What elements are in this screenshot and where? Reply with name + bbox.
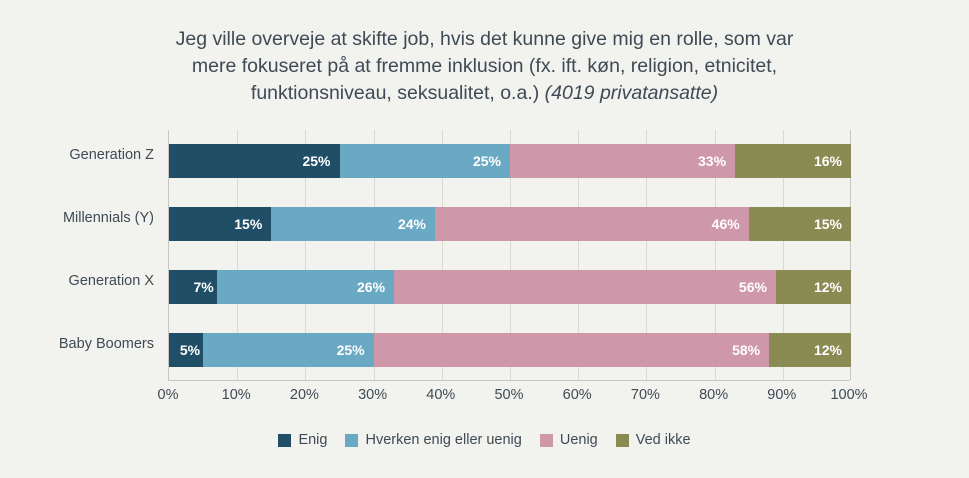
bar-segment-hverken[interactable]: [271, 207, 435, 241]
table-row: [169, 270, 851, 304]
bar-segment-uenig[interactable]: [435, 207, 749, 241]
bar-segment-hverken[interactable]: [340, 144, 511, 178]
legend-label-uenig: Uenig: [559, 432, 598, 448]
x-tick-40: 40%: [426, 387, 456, 403]
bar-segment-uenig[interactable]: [394, 270, 776, 304]
bars-area: [168, 130, 851, 380]
x-tick-10: 10%: [221, 387, 251, 403]
bar-segment-hverken[interactable]: [217, 270, 394, 304]
category-label-baby-boomers: Baby Boomers: [58, 336, 154, 352]
legend-swatch-icon: [345, 434, 358, 447]
x-tick-0: 0%: [157, 387, 179, 403]
table-row: [169, 333, 851, 367]
bar-label-hverken: 25%: [336, 342, 365, 358]
chart-legend: [0, 432, 969, 448]
bar-label-uenig: 58%: [732, 342, 761, 358]
table-row: [169, 207, 851, 241]
x-tick-80: 80%: [699, 387, 729, 403]
chart-title-line-3: [90, 80, 879, 107]
x-tick-70: 70%: [630, 387, 660, 403]
chart-title-line-3-text: funktionsniveau, seksualitet, o.a.): [250, 82, 545, 104]
category-label-generation-x: Generation X: [68, 273, 154, 289]
legend-item-ved-ikke[interactable]: [616, 432, 691, 448]
bar-label-ved-ikke: 15%: [813, 216, 842, 232]
bar-segment-enig[interactable]: [169, 333, 203, 367]
legend-label-ved-ikke: Ved ikke: [635, 432, 691, 448]
bar-label-enig: 5%: [179, 342, 201, 358]
legend-item-hverken-enig-eller-uenig[interactable]: [345, 432, 521, 448]
table-row: [169, 144, 851, 178]
legend-label-enig: Enig: [298, 432, 328, 448]
bar-segment-enig[interactable]: [169, 144, 340, 178]
bar-segment-ved-ikke[interactable]: [735, 144, 851, 178]
bar-label-uenig: 56%: [738, 279, 767, 295]
bar-segment-enig[interactable]: [169, 270, 217, 304]
legend-swatch-icon: [540, 434, 553, 447]
bar-label-hverken: 26%: [357, 279, 386, 295]
chart-title-line-2: mere fokuseret på at fremme inklusion (fx. ift. køn, religion, etnicitet,: [191, 55, 778, 77]
bar-label-ved-ikke: 16%: [813, 153, 842, 169]
plot-area: [0, 130, 969, 403]
x-tick-50: 50%: [494, 387, 524, 403]
bar-segment-uenig[interactable]: [510, 144, 735, 178]
bar-segment-hverken[interactable]: [203, 333, 374, 367]
bar-label-uenig: 46%: [711, 216, 740, 232]
bar-label-uenig: 33%: [698, 153, 727, 169]
x-tick-60: 60%: [562, 387, 592, 403]
bar-segment-ved-ikke[interactable]: [769, 333, 851, 367]
bar-label-hverken: 24%: [397, 216, 426, 232]
legend-label-hverken: Hverken enig eller uenig: [365, 432, 522, 448]
x-axis-line: [168, 380, 850, 381]
bar-label-enig: 25%: [302, 153, 331, 169]
category-label-millennials: Millennials (Y): [62, 210, 154, 226]
x-tick-100: 100%: [830, 387, 868, 403]
x-axis-ticks: [157, 383, 868, 407]
legend-item-uenig[interactable]: [540, 432, 598, 448]
legend-item-enig[interactable]: [278, 432, 327, 448]
bar-label-ved-ikke: 12%: [813, 279, 842, 295]
legend-swatch-icon: [616, 434, 629, 447]
chart-title-line-1: Jeg ville overveje at skifte job, hvis det kunne give mig en rolle, som var: [175, 28, 794, 50]
x-tick-20: 20%: [289, 387, 319, 403]
bar-segment-enig[interactable]: [169, 207, 271, 241]
bar-segment-ved-ikke[interactable]: [749, 207, 851, 241]
bar-label-enig: 7%: [193, 279, 214, 295]
category-label-generation-z: Generation Z: [69, 147, 154, 163]
chart-title: [0, 26, 969, 107]
bar-label-hverken: 25%: [472, 153, 501, 169]
legend-swatch-icon: [278, 434, 291, 447]
bar-label-ved-ikke: 12%: [813, 342, 842, 358]
bar-segment-ved-ikke[interactable]: [776, 270, 851, 304]
bar-label-enig: 15%: [234, 216, 263, 232]
x-tick-30: 30%: [358, 387, 388, 403]
chart-title-emphasis: (4019 privatansatte): [544, 82, 719, 104]
x-tick-90: 90%: [767, 387, 797, 403]
bar-segment-uenig[interactable]: [374, 333, 770, 367]
category-axis-labels: [0, 130, 168, 380]
